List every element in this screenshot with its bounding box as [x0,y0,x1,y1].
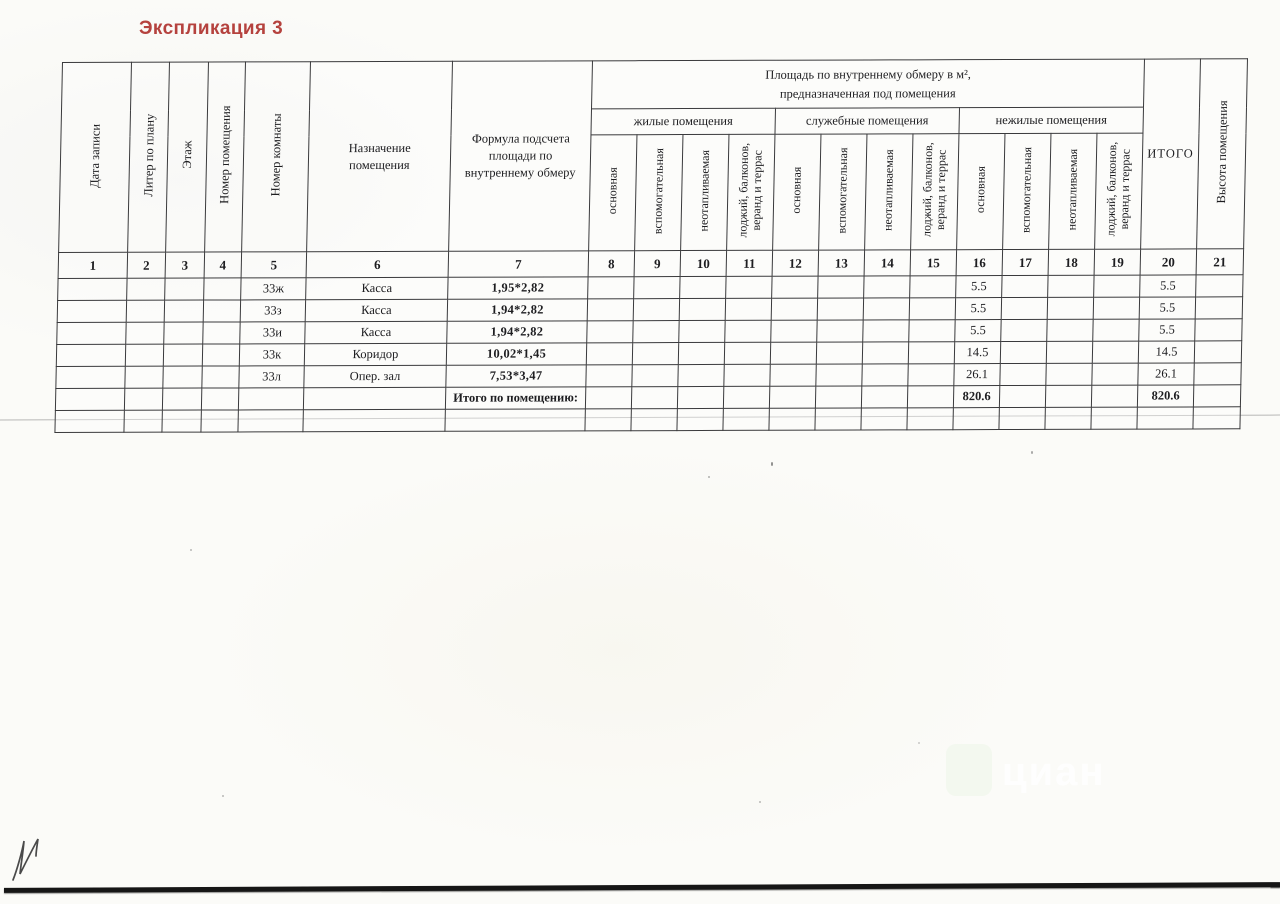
cell-purpose: Касса [305,321,447,343]
cell-purpose: Касса [306,277,448,299]
summary-nonresidential-main: 820.6 [953,386,999,408]
watermark-logo [946,744,992,796]
cell-formula: 10,02*1,45 [446,343,586,365]
header-row-top [62,59,1248,111]
scan-speck [708,476,710,478]
col-header-record-date: Дата записи [59,62,132,252]
scan-edge-bar [4,882,1280,893]
cell-nonresidential-main: 5.5 [955,298,1001,320]
cell-room-number: 33к [239,344,304,366]
subcol-header: неотапливаемая [865,134,913,250]
cell-total: 5.5 [1139,319,1195,341]
cell-total: 5.5 [1140,275,1196,297]
col-header-premise-number: Номер помещения [205,62,246,252]
cell-room-number: 33л [239,366,304,388]
scan-speck [918,742,920,744]
col-header-total: ИТОГО [1141,59,1201,249]
col-header-room-height: Высота помещения [1197,59,1248,249]
subcol-header: основная [773,134,821,250]
subcol-header: вспомогательная [819,134,867,250]
cell-room-number: 33и [240,322,305,344]
subcol-header: лоджий, балконов, веранд и террас [911,134,959,250]
page-title: Экспликация 3 [139,18,284,39]
subcol-header: вспомогательная [635,135,683,251]
cell-total: 5.5 [1139,297,1195,319]
group-header-residential: жилые помещения [591,108,776,135]
col-header-formula: Формула подсчета площади по внутреннему обмеру [449,61,593,251]
cell-total: 14.5 [1138,341,1194,363]
area-group-header: Площадь по внутреннему обмеру в м², предназначенная под помещения [592,59,1145,109]
subcol-header: лоджий, балконов, веранд и террас [727,134,775,250]
cell-purpose: Опер. зал [304,365,446,387]
cell-purpose: Коридор [304,343,446,365]
empty-row [55,407,1240,433]
col-header-room-number: Номер комнаты [242,62,311,252]
col-header-floor: Этаж [166,62,209,252]
handwritten-mark [8,836,50,893]
subcol-header: лоджий, балконов, веранд и террас [1095,133,1143,249]
subcol-header: основная [957,134,1005,250]
summary-total: 820.6 [1137,385,1193,407]
cell-room-number: 33ж [241,278,306,300]
cell-nonresidential-main: 5.5 [955,320,1001,342]
column-number-row: 1 2 3 4 5 6 7 8 9 10 11 12 13 14 15 16 17 18 19 20 21 [58,249,1244,279]
subcol-header: вспомогательная [1003,133,1051,249]
scan-speck [759,801,761,803]
scan-speck [771,462,773,466]
subcol-header: основная [589,135,637,251]
summary-label: Итого по помещению: [445,387,585,409]
explication-table-wrap [54,58,1248,433]
cell-formula: 1,95*2,82 [448,277,588,299]
explication-table [54,58,1248,433]
cell-formula: 1,94*2,82 [447,299,587,321]
cell-formula: 1,94*2,82 [447,321,587,343]
cell-nonresidential-main: 5.5 [956,276,1002,298]
cell-total: 26.1 [1138,363,1194,385]
watermark-text: циан [1002,750,1106,794]
cell-purpose: Касса [305,299,447,321]
scan-speck [190,549,192,551]
scan-speck [222,795,224,797]
group-header-service: служебные помещения [775,108,960,135]
subcol-header: неотапливаемая [681,134,729,250]
col-header-purpose: Назначение помещения [307,61,453,251]
subcol-header: неотапливаемая [1049,133,1097,249]
cell-formula: 7,53*3,47 [446,365,586,387]
col-header-liter: Литер по плану [128,62,170,252]
cell-room-number: 33з [240,300,305,322]
scan-speck [1031,451,1033,454]
group-header-nonresidential: нежилые помещения [959,107,1144,134]
cell-nonresidential-main: 26.1 [954,364,1000,386]
cell-nonresidential-main: 14.5 [954,342,1000,364]
